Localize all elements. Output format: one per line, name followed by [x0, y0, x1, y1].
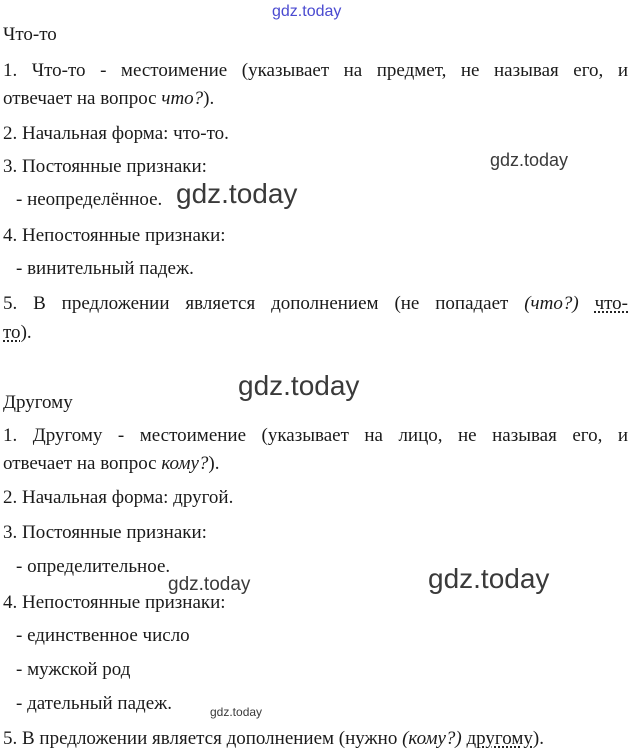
watermark: gdz.today	[168, 574, 251, 595]
paragraph-line: отвечает на вопрос что?).	[3, 88, 215, 109]
section-title: Другому	[3, 392, 73, 413]
paragraph-line: 5. В предложении является дополнением (не попадает (что?) что-	[3, 293, 629, 314]
watermark: gdz.today	[176, 178, 298, 209]
list-item: - единственное число	[16, 625, 190, 646]
watermark: gdz.today	[428, 563, 550, 594]
paragraph-line: 1. Что-то - местоимение (указывает на предмет, не называя его, и	[3, 60, 628, 81]
paragraph-line: 5. В предложении является дополнением (нужно (кому?) другому).	[3, 728, 544, 749]
list-item: - винительный падеж.	[16, 258, 194, 279]
watermark: gdz.today	[238, 370, 360, 401]
list-item: - мужской род	[16, 659, 131, 680]
paragraph-line: 4. Непостоянные признаки:	[3, 592, 226, 613]
paragraph-line: 1. Другому - местоимение (указывает на лицо, не называя его, и	[3, 425, 628, 446]
paragraph-line: то).	[3, 322, 32, 343]
watermark: gdz.today	[490, 150, 569, 170]
paragraph-line: 2. Начальная форма: другой.	[3, 487, 234, 508]
paragraph-line: 3. Постоянные признаки:	[3, 156, 207, 177]
paragraph-line: отвечает на вопрос кому?).	[3, 453, 220, 474]
paragraph-line: 3. Постоянные признаки:	[3, 522, 207, 543]
list-item: - неопределённое.	[16, 189, 163, 210]
paragraph-line: 4. Непостоянные признаки:	[3, 225, 226, 246]
paragraph-line: 2. Начальная форма: что-то.	[3, 123, 229, 144]
watermark: gdz.today	[210, 705, 263, 719]
list-item: - дательный падеж.	[16, 693, 172, 714]
watermark-top: gdz.today	[272, 3, 342, 20]
section-title: Что-то	[3, 24, 57, 45]
list-item: - определительное.	[16, 556, 171, 577]
